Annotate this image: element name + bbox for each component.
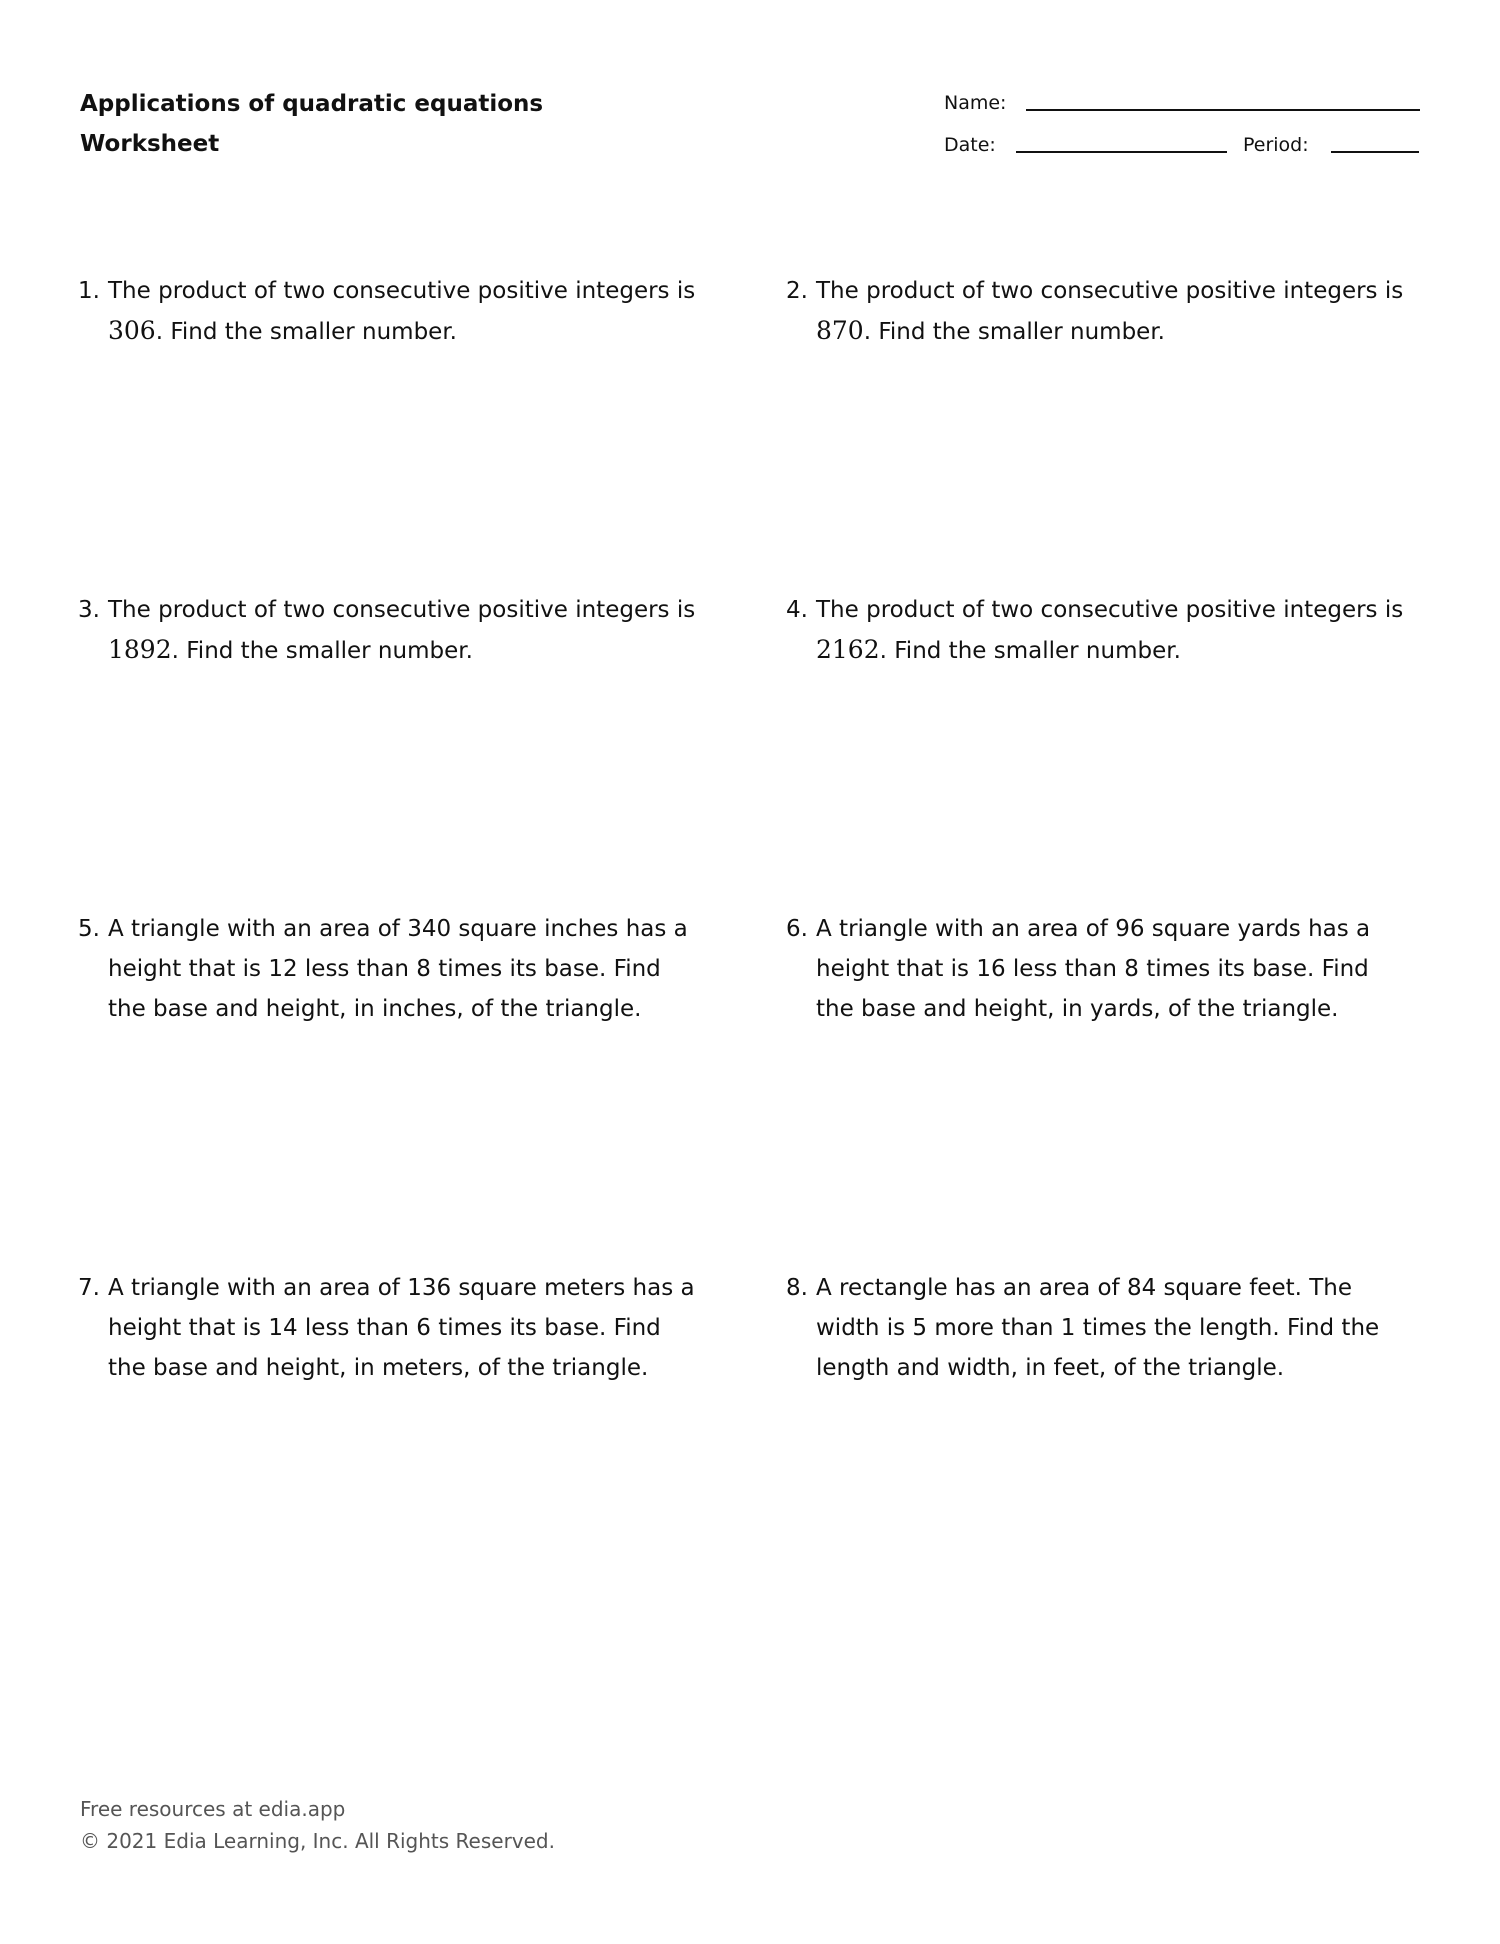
- question-5: [78, 909, 698, 1029]
- question-number: 4.: [786, 597, 808, 623]
- math-value: 2162: [816, 635, 880, 664]
- question-1: [78, 271, 698, 352]
- footer: [80, 1793, 555, 1857]
- question-number: 3.: [78, 597, 100, 623]
- period-field[interactable]: [1331, 151, 1419, 153]
- question-text: A triangle with an area of 136 square meters has a height that is 14 less than 6 times its base. Find the base and height, in meters, of the triangle.: [108, 1275, 695, 1381]
- question-text: A triangle with an area of 340 square inches has a height that is 12 less than 8 times its base. Find the base and height, in inches, of the triangle.: [108, 916, 688, 1022]
- question-number: 2.: [786, 278, 808, 304]
- footer-copyright: © 2021 Edia Learning, Inc. All Rights Reserved.: [80, 1829, 555, 1853]
- date-field[interactable]: [1016, 151, 1227, 153]
- period-label: Period:: [1243, 134, 1309, 156]
- question-number: 5.: [78, 916, 100, 942]
- name-field[interactable]: [1026, 109, 1420, 111]
- name-label: Name:: [944, 92, 1007, 114]
- title-line-2: Worksheet: [80, 131, 220, 157]
- question-text: The product of two consecutive positive integers is 870. Find the smaller number.: [816, 278, 1404, 345]
- question-2: [786, 271, 1406, 352]
- question-8: [786, 1268, 1406, 1388]
- date-label: Date:: [944, 134, 996, 156]
- question-6: [786, 909, 1406, 1029]
- question-text: The product of two consecutive positive integers is 1892. Find the smaller number.: [108, 597, 696, 664]
- question-number: 1.: [78, 278, 100, 304]
- math-value: 1892: [108, 635, 172, 664]
- question-number: 6.: [786, 916, 808, 942]
- question-number: 7.: [78, 1275, 100, 1301]
- question-3: [78, 590, 698, 671]
- question-text: A rectangle has an area of 84 square feet. The width is 5 more than 1 times the length. Find the length and width, in feet, of the triangle.: [816, 1275, 1380, 1381]
- math-value: 870: [816, 316, 864, 345]
- question-text: The product of two consecutive positive integers is 2162. Find the smaller number.: [816, 597, 1404, 664]
- question-text: A triangle with an area of 96 square yards has a height that is 16 less than 8 times its base. Find the base and height, in yards, of the triangle.: [816, 916, 1371, 1022]
- footer-resources-link[interactable]: Free resources at edia.app: [80, 1797, 346, 1821]
- title-line-1: Applications of quadratic equations: [80, 91, 544, 117]
- question-7: [78, 1268, 698, 1388]
- worksheet-title: [80, 84, 543, 164]
- question-4: [786, 590, 1406, 671]
- question-number: 8.: [786, 1275, 808, 1301]
- math-value: 306: [108, 316, 156, 345]
- question-text: The product of two consecutive positive integers is 306. Find the smaller number.: [108, 278, 696, 345]
